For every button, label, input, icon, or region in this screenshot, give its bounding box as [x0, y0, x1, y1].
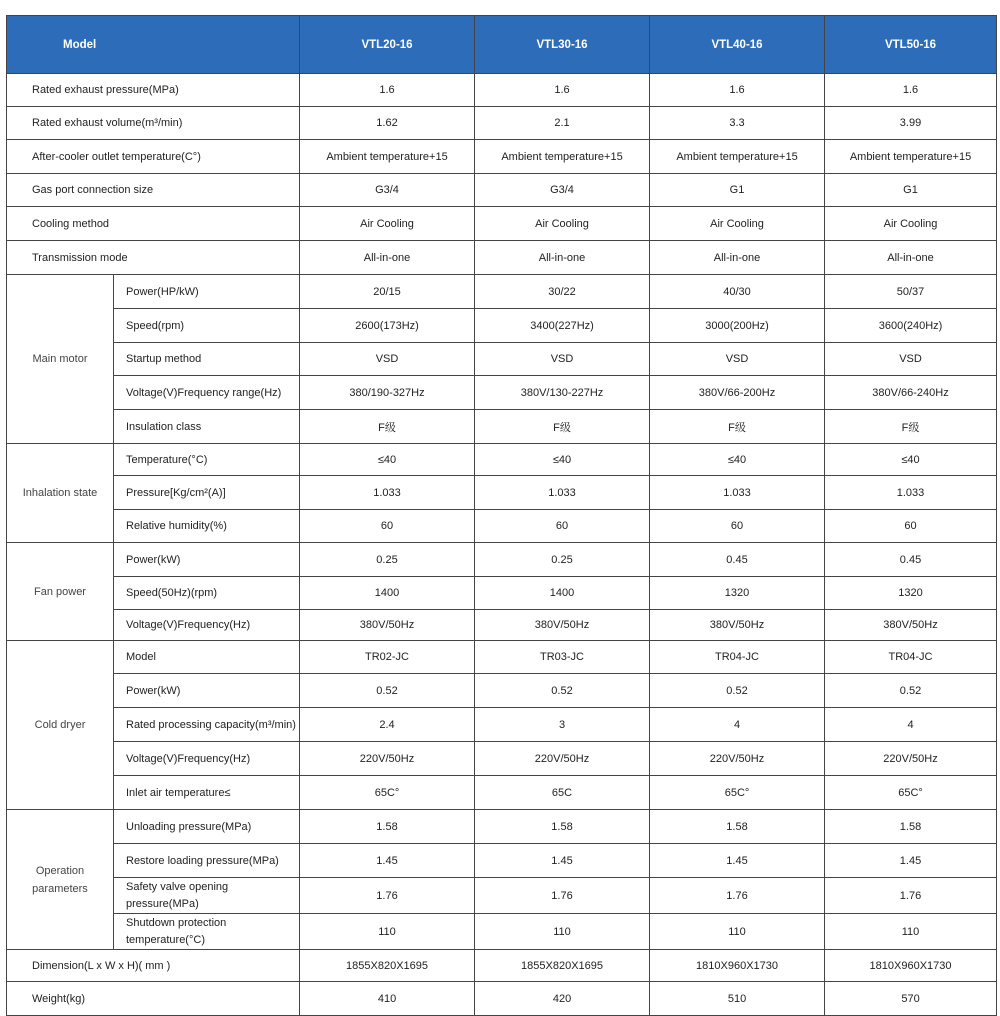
row-label: Rated exhaust volume(m³/min) — [7, 107, 300, 140]
row-label: Restore loading pressure(MPa) — [114, 844, 300, 878]
cell-value: All-in-one — [475, 241, 650, 275]
cell-value: 1810X960X1730 — [825, 950, 997, 982]
cell-value: 60 — [475, 510, 650, 543]
table-row — [7, 776, 997, 810]
cell-value: TR02-JC — [300, 641, 475, 674]
cell-value: TR03-JC — [475, 641, 650, 674]
row-label: Speed(rpm) — [114, 309, 300, 343]
cell-value: 1810X960X1730 — [650, 950, 825, 982]
cell-value: 1.033 — [825, 476, 997, 510]
cell-value: 1.45 — [650, 844, 825, 878]
group-label-operation-parameters: Operation parameters — [7, 810, 114, 950]
cell-value: Ambient temperature+15 — [825, 140, 997, 174]
row-label: Voltage(V)Frequency(Hz) — [114, 610, 300, 641]
cell-value: 1.6 — [300, 74, 475, 107]
group-label-cold-dryer: Cold dryer — [7, 641, 114, 810]
cell-value: 0.52 — [650, 674, 825, 708]
row-label: Voltage(V)Frequency(Hz) — [114, 742, 300, 776]
cell-value: 4 — [825, 708, 997, 742]
cell-value: F级 — [475, 410, 650, 444]
cell-value: Air Cooling — [650, 207, 825, 241]
cell-value: TR04-JC — [825, 641, 997, 674]
cell-value: Ambient temperature+15 — [475, 140, 650, 174]
table-row — [7, 742, 997, 776]
cell-value: 570 — [825, 982, 997, 1016]
cell-value: 1.58 — [300, 810, 475, 844]
cell-value: 0.52 — [825, 674, 997, 708]
cell-value: 3.3 — [650, 107, 825, 140]
table-row — [7, 610, 997, 641]
cell-value: 1.76 — [300, 878, 475, 914]
row-label: Unloading pressure(MPa) — [114, 810, 300, 844]
cell-value: 1.45 — [825, 844, 997, 878]
cell-value: 1.58 — [475, 810, 650, 844]
cell-value: 410 — [300, 982, 475, 1016]
cell-value: 220V/50Hz — [475, 742, 650, 776]
cell-value: 1.58 — [825, 810, 997, 844]
cell-value: All-in-one — [825, 241, 997, 275]
cell-value: 1.033 — [300, 476, 475, 510]
cell-value: 0.45 — [825, 543, 997, 577]
row-label: Startup method — [114, 343, 300, 376]
cell-value: 60 — [300, 510, 475, 543]
row-label: After-cooler outlet temperature(C°) — [7, 140, 300, 174]
table-row — [7, 241, 997, 275]
table-row — [7, 275, 997, 309]
table-row — [7, 174, 997, 207]
cell-value: Air Cooling — [825, 207, 997, 241]
row-label: Dimension(L x W x H)( mm ) — [7, 950, 300, 982]
cell-value: 220V/50Hz — [825, 742, 997, 776]
table-row — [7, 543, 997, 577]
model-column-header: VTL30-16 — [475, 16, 650, 74]
row-label: Temperature(°C) — [114, 444, 300, 476]
group-label-fan-power: Fan power — [7, 543, 114, 641]
cell-value: ≤40 — [650, 444, 825, 476]
model-header: Model — [7, 16, 300, 74]
cell-value: G3/4 — [475, 174, 650, 207]
cell-value: VSD — [300, 343, 475, 376]
cell-value: 380V/50Hz — [300, 610, 475, 641]
row-label: Cooling method — [7, 207, 300, 241]
spec-table — [6, 15, 997, 1016]
header-row — [7, 16, 997, 74]
model-column-header: VTL20-16 — [300, 16, 475, 74]
table-row — [7, 844, 997, 878]
cell-value: 3.99 — [825, 107, 997, 140]
cell-value: 1.76 — [475, 878, 650, 914]
cell-value: 1.45 — [475, 844, 650, 878]
cell-value: VSD — [825, 343, 997, 376]
table-row — [7, 410, 997, 444]
cell-value: 3000(200Hz) — [650, 309, 825, 343]
cell-value: ≤40 — [300, 444, 475, 476]
cell-value: 110 — [300, 914, 475, 950]
table-row — [7, 140, 997, 174]
cell-value: 0.45 — [650, 543, 825, 577]
table-row — [7, 577, 997, 610]
cell-value: 110 — [475, 914, 650, 950]
row-label: Safety valve opening pressure(MPa) — [114, 878, 300, 914]
table-row — [7, 708, 997, 742]
cell-value: 1320 — [650, 577, 825, 610]
cell-value: G1 — [825, 174, 997, 207]
cell-value: 1.6 — [650, 74, 825, 107]
table-row — [7, 641, 997, 674]
cell-value: 110 — [825, 914, 997, 950]
cell-value: 40/30 — [650, 275, 825, 309]
table-row — [7, 510, 997, 543]
cell-value: 0.52 — [300, 674, 475, 708]
model-column-header: VTL50-16 — [825, 16, 997, 74]
cell-value: G1 — [650, 174, 825, 207]
row-label: Voltage(V)Frequency range(Hz) — [114, 376, 300, 410]
cell-value: 4 — [650, 708, 825, 742]
cell-value: VSD — [475, 343, 650, 376]
table-row — [7, 107, 997, 140]
cell-value: 220V/50Hz — [300, 742, 475, 776]
cell-value: 1.6 — [475, 74, 650, 107]
group-label-inhalation-state: Inhalation state — [7, 444, 114, 543]
cell-value: 1320 — [825, 577, 997, 610]
cell-value: G3/4 — [300, 174, 475, 207]
cell-value: 0.25 — [300, 543, 475, 577]
table-row — [7, 309, 997, 343]
group-label-main-motor: Main motor — [7, 275, 114, 444]
cell-value: 30/22 — [475, 275, 650, 309]
row-label: Insulation class — [114, 410, 300, 444]
row-label: Power(kW) — [114, 543, 300, 577]
cell-value: 380V/50Hz — [650, 610, 825, 641]
cell-value: 3 — [475, 708, 650, 742]
cell-value: 50/37 — [825, 275, 997, 309]
row-label: Relative humidity(%) — [114, 510, 300, 543]
row-label: Power(HP/kW) — [114, 275, 300, 309]
cell-value: 3600(240Hz) — [825, 309, 997, 343]
model-column-header: VTL40-16 — [650, 16, 825, 74]
cell-value: 380V/130-227Hz — [475, 376, 650, 410]
cell-value: Ambient temperature+15 — [650, 140, 825, 174]
row-label: Shutdown protection temperature(°C) — [114, 914, 300, 950]
cell-value: 20/15 — [300, 275, 475, 309]
row-label: Speed(50Hz)(rpm) — [114, 577, 300, 610]
cell-value: Air Cooling — [300, 207, 475, 241]
cell-value: 1400 — [300, 577, 475, 610]
table-row — [7, 914, 997, 950]
cell-value: F级 — [650, 410, 825, 444]
cell-value: 380V/50Hz — [825, 610, 997, 641]
cell-value: 1400 — [475, 577, 650, 610]
row-label: Inlet air temperature≤ — [114, 776, 300, 810]
row-label: Transmission mode — [7, 241, 300, 275]
cell-value: 380V/66-240Hz — [825, 376, 997, 410]
table-row — [7, 207, 997, 241]
cell-value: 2600(173Hz) — [300, 309, 475, 343]
row-label: Rated exhaust pressure(MPa) — [7, 74, 300, 107]
cell-value: 510 — [650, 982, 825, 1016]
cell-value: 1.62 — [300, 107, 475, 140]
cell-value: Ambient temperature+15 — [300, 140, 475, 174]
table-row — [7, 343, 997, 376]
row-label: Rated processing capacity(m³/min) — [114, 708, 300, 742]
cell-value: 1.6 — [825, 74, 997, 107]
table-row — [7, 444, 997, 476]
row-label: Power(kW) — [114, 674, 300, 708]
table-row — [7, 982, 997, 1016]
cell-value: 420 — [475, 982, 650, 1016]
cell-value: 65C — [475, 776, 650, 810]
row-label: Gas port connection size — [7, 174, 300, 207]
cell-value: 65C° — [300, 776, 475, 810]
cell-value: F级 — [825, 410, 997, 444]
cell-value: 1.033 — [650, 476, 825, 510]
table-row — [7, 674, 997, 708]
cell-value: 2.4 — [300, 708, 475, 742]
cell-value: 220V/50Hz — [650, 742, 825, 776]
cell-value: All-in-one — [650, 241, 825, 275]
cell-value: 65C° — [825, 776, 997, 810]
cell-value: 380/190-327Hz — [300, 376, 475, 410]
cell-value: 380V/66-200Hz — [650, 376, 825, 410]
cell-value: All-in-one — [300, 241, 475, 275]
row-label: Weight(kg) — [7, 982, 300, 1016]
cell-value: 1.76 — [650, 878, 825, 914]
cell-value: 1.033 — [475, 476, 650, 510]
cell-value: 1855X820X1695 — [475, 950, 650, 982]
table-row — [7, 74, 997, 107]
cell-value: 3400(227Hz) — [475, 309, 650, 343]
row-label: Model — [114, 641, 300, 674]
table-row — [7, 476, 997, 510]
table-row — [7, 810, 997, 844]
cell-value: F级 — [300, 410, 475, 444]
cell-value: 1.76 — [825, 878, 997, 914]
cell-value: 65C° — [650, 776, 825, 810]
cell-value: 110 — [650, 914, 825, 950]
cell-value: 1.58 — [650, 810, 825, 844]
cell-value: VSD — [650, 343, 825, 376]
cell-value: TR04-JC — [650, 641, 825, 674]
cell-value: 1.45 — [300, 844, 475, 878]
cell-value: ≤40 — [825, 444, 997, 476]
cell-value: 0.25 — [475, 543, 650, 577]
cell-value: 2.1 — [475, 107, 650, 140]
table-row — [7, 950, 997, 982]
cell-value: 60 — [825, 510, 997, 543]
cell-value: 380V/50Hz — [475, 610, 650, 641]
table-row — [7, 878, 997, 914]
table-row — [7, 376, 997, 410]
cell-value: Air Cooling — [475, 207, 650, 241]
cell-value: 0.52 — [475, 674, 650, 708]
cell-value: 60 — [650, 510, 825, 543]
cell-value: 1855X820X1695 — [300, 950, 475, 982]
row-label: Pressure[Kg/cm²(A)] — [114, 476, 300, 510]
cell-value: ≤40 — [475, 444, 650, 476]
